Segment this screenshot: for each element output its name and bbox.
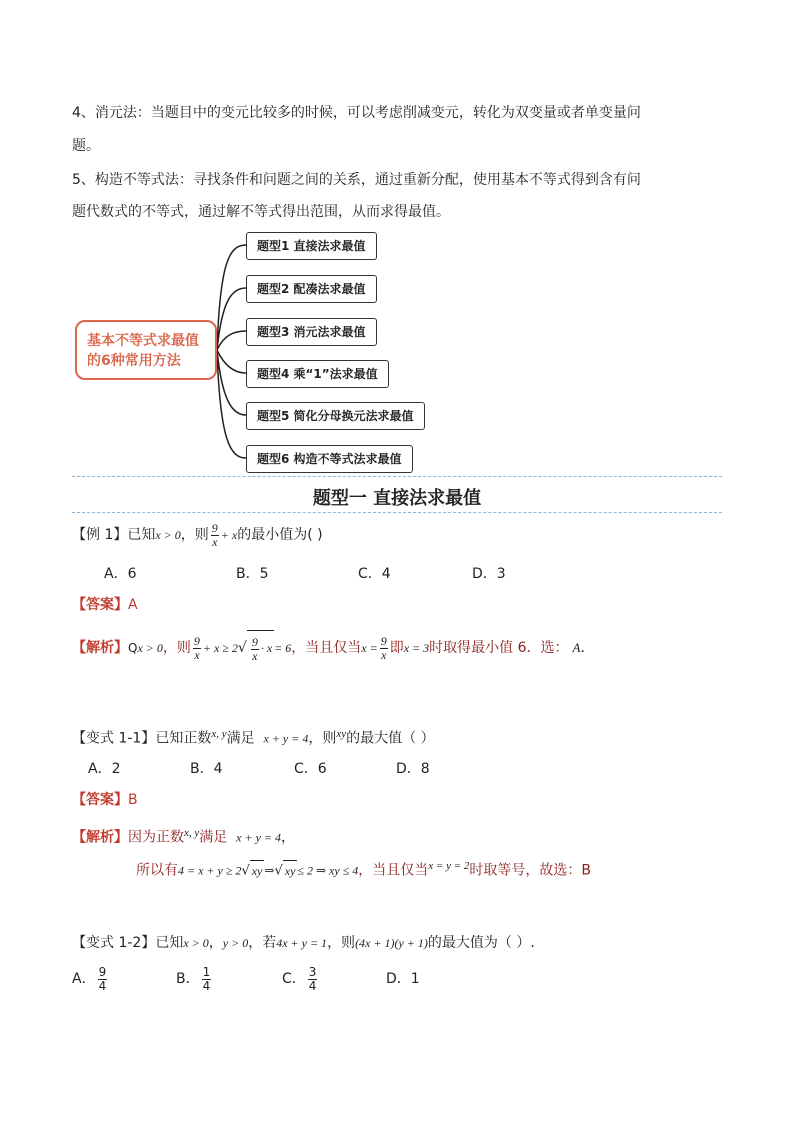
example1-analysis-frac1-num: 9 (193, 633, 200, 648)
variant11-question (72, 724, 435, 749)
variant11-analysis-sq1: xy (250, 860, 265, 881)
branch-5: 题型5 简化分母换元法求最值 (246, 402, 425, 430)
example1-option-b: B．5 (236, 566, 269, 582)
center-line2: 的6种常用方法 (87, 353, 181, 369)
variant11-option-a: A．2 (88, 761, 121, 777)
variant11-analysis-sq2: xy (283, 860, 298, 881)
variant12-opt-c-label: C． (282, 971, 306, 987)
example1-analysis-sqrt (247, 630, 274, 665)
variant12-opt-a-num: 9 (98, 964, 107, 979)
example1-plus-x: + x (220, 528, 238, 542)
variant12-option-d: D．1 (386, 971, 420, 987)
variant12-option-a (72, 962, 109, 996)
example1-analysis-tail: 时取得最小值 6．选： (429, 640, 569, 656)
example1-analysis-q: Q (128, 641, 138, 655)
variant12-sep: ， (208, 935, 223, 951)
variant11-answer-label: 【答案】 (72, 792, 128, 808)
example1-option-d: D．3 (472, 566, 506, 582)
variant11-mid2: ，则 (308, 730, 337, 747)
center-line1: 基本不等式求最值 (87, 333, 199, 349)
example1-analysis-x-eq: x = (361, 641, 378, 655)
intro-item4-line1: 4、消元法：当题目中的变元比较多的时候，可以考虑削减变元，转化为双变量或者单变量问 (72, 105, 641, 121)
variant11-option-c: C．6 (294, 761, 327, 777)
variant11-analysis-m3: ≤ 2 ⇒ xy ≤ 4 (297, 863, 359, 878)
connector-6 (217, 350, 246, 458)
variant12-option-c (282, 962, 319, 996)
example1-analysis-frac1-den: x (194, 647, 200, 662)
example1-analysis-sqrt-tail: · x (260, 641, 273, 655)
branch-3: 题型3 消元法求最值 (246, 318, 377, 346)
example1-frac-den: x (212, 534, 218, 549)
variant12-opt-a-label: A． (72, 971, 96, 987)
variant12-c2: y > 0 (222, 936, 249, 950)
example1-analysis-cond: x > 0 (137, 641, 163, 655)
variant12-opt-c-den: 4 (308, 978, 317, 993)
variant12-expr: (4x + 1)(y + 1) (355, 936, 428, 950)
example1-fraction (211, 522, 219, 549)
variant11-analysis-line2-a: 所以有 (136, 862, 178, 879)
example1-analysis-frac3-den: x (381, 647, 387, 662)
section-title: 题型一 直接法求最值 (312, 488, 482, 509)
example1-question (72, 520, 323, 550)
variant12-mid: ，若 (248, 935, 277, 951)
example1-analysis-frac2 (251, 636, 259, 663)
variant11-xy: xy (336, 728, 347, 740)
variant11-analysis-a: 因为正数 (128, 829, 184, 846)
variant12-opt-b-frac (202, 966, 212, 993)
variant12-prefix: 【变式 1-2】已知 (72, 935, 184, 951)
intro-item4-line2: 题。 (72, 138, 100, 154)
example1-answer (72, 595, 138, 615)
example1-analysis (72, 630, 594, 665)
example1-mid: ，则 (180, 527, 209, 543)
variant11-suffix: 的最大值（ ） (346, 730, 435, 747)
example1-suffix: 的最小值为( ) (237, 527, 323, 543)
divider-bottom (72, 512, 722, 513)
example1-cond: x > 0 (155, 528, 181, 542)
example1-analysis-then: ，则 (162, 640, 191, 656)
connector-4 (217, 350, 246, 373)
branch-6: 题型6 构造不等式法求最值 (246, 445, 413, 473)
variant11-analysis-cond: x + y = 4 (236, 830, 282, 845)
branch-1: 题型1 直接法求最值 (246, 232, 377, 260)
variant11-analysis-m4: x = y = 2 (428, 860, 470, 872)
variant12-option-b (176, 962, 213, 996)
variant12-opt-b-den: 4 (202, 978, 211, 993)
example1-analysis-frac3 (380, 635, 388, 662)
example1-analysis-eq6: = 6 (274, 641, 292, 655)
variant11-cond: x + y = 4 (263, 731, 309, 746)
example1-answer-value: A (128, 597, 138, 613)
example1-option-c: C．4 (358, 566, 391, 582)
example1-analysis-when: ，当且仅当 (291, 640, 362, 656)
example1-analysis-frac3-num: 9 (380, 633, 387, 648)
variant11-analysis-c: ， (281, 829, 296, 846)
example1-option-a: A．6 (104, 566, 137, 582)
intro-item5-line2: 题代数式的不等式，通过解不等式得出范围，从而求得最值。 (72, 204, 450, 220)
connector-2 (217, 288, 246, 350)
variant12-opt-c-frac (308, 966, 318, 993)
example1-answer-label: 【答案】 (72, 597, 128, 613)
variant12-opt-a-frac (98, 966, 108, 993)
variant11-answer-value: B (128, 792, 138, 808)
example1-analysis-ineq: + x ≥ 2 (202, 641, 238, 655)
mindmap-center-node (75, 320, 217, 380)
variant11-option-d: D．8 (396, 761, 430, 777)
variant12-opt-c-num: 3 (308, 964, 317, 979)
variant11-analysis-m2: ⇒ (264, 863, 275, 878)
branch-2: 题型2 配凑法求最值 (246, 275, 377, 303)
divider-top (72, 476, 722, 477)
variant11-analysis-vars: x, y (184, 827, 200, 839)
variant11-analysis-line2-c: 时取等号，故选：B (469, 862, 592, 879)
variant11-analysis-line1 (72, 823, 295, 848)
variant12-c1: x > 0 (183, 936, 209, 950)
example1-prefix: 【例 1】已知 (72, 527, 156, 543)
variant11-analysis-radical2: √ (274, 863, 283, 879)
variant11-analysis-label: 【解析】 (72, 829, 128, 846)
variant11-vars: x, y (211, 728, 227, 740)
variant12-opt-b-num: 1 (202, 964, 211, 979)
variant12-c3: 4x + y = 1 (276, 936, 328, 950)
example1-analysis-frac2-num: 9 (251, 634, 258, 649)
example1-analysis-ie: 即 (389, 640, 404, 656)
variant12-mid2: ，则 (327, 935, 356, 951)
intro-item5-line1: 5、构造不等式法：寻找条件和问题之间的关系，通过重新分配，使用基本不等式得到含有问 (72, 172, 641, 188)
branch-4: 题型4 乘“1”法求最值 (246, 360, 389, 388)
example1-analysis-radical: √ (237, 640, 247, 656)
variant12-question (72, 933, 535, 953)
example1-analysis-frac2-den: x (252, 648, 258, 663)
variant11-mid: 满足 (226, 730, 255, 747)
example1-analysis-label: 【解析】 (72, 640, 128, 656)
example1-analysis-frac1 (193, 635, 201, 662)
example1-frac-num: 9 (211, 520, 218, 535)
example1-analysis-choice: A (572, 640, 581, 655)
variant12-opt-a-den: 4 (98, 978, 107, 993)
example1-analysis-x3: x = 3 (403, 641, 430, 655)
variant11-answer (72, 790, 138, 810)
variant11-analysis-m1: 4 = x + y ≥ 2 (178, 863, 242, 878)
connector-3 (217, 331, 246, 350)
variant11-analysis-line2-b: ，当且仅当 (358, 862, 429, 879)
variant11-analysis-line2 (136, 856, 591, 882)
variant12-suffix: 的最大值为（ ）. (427, 935, 535, 951)
variant11-analysis-radical1: √ (241, 863, 250, 879)
example1-analysis-end: ． (580, 640, 595, 656)
variant11-prefix: 【变式 1-1】已知正数 (72, 730, 212, 747)
variant11-analysis-b: 满足 (199, 829, 228, 846)
variant12-opt-b-label: B． (176, 971, 200, 987)
variant11-option-b: B．4 (190, 761, 223, 777)
